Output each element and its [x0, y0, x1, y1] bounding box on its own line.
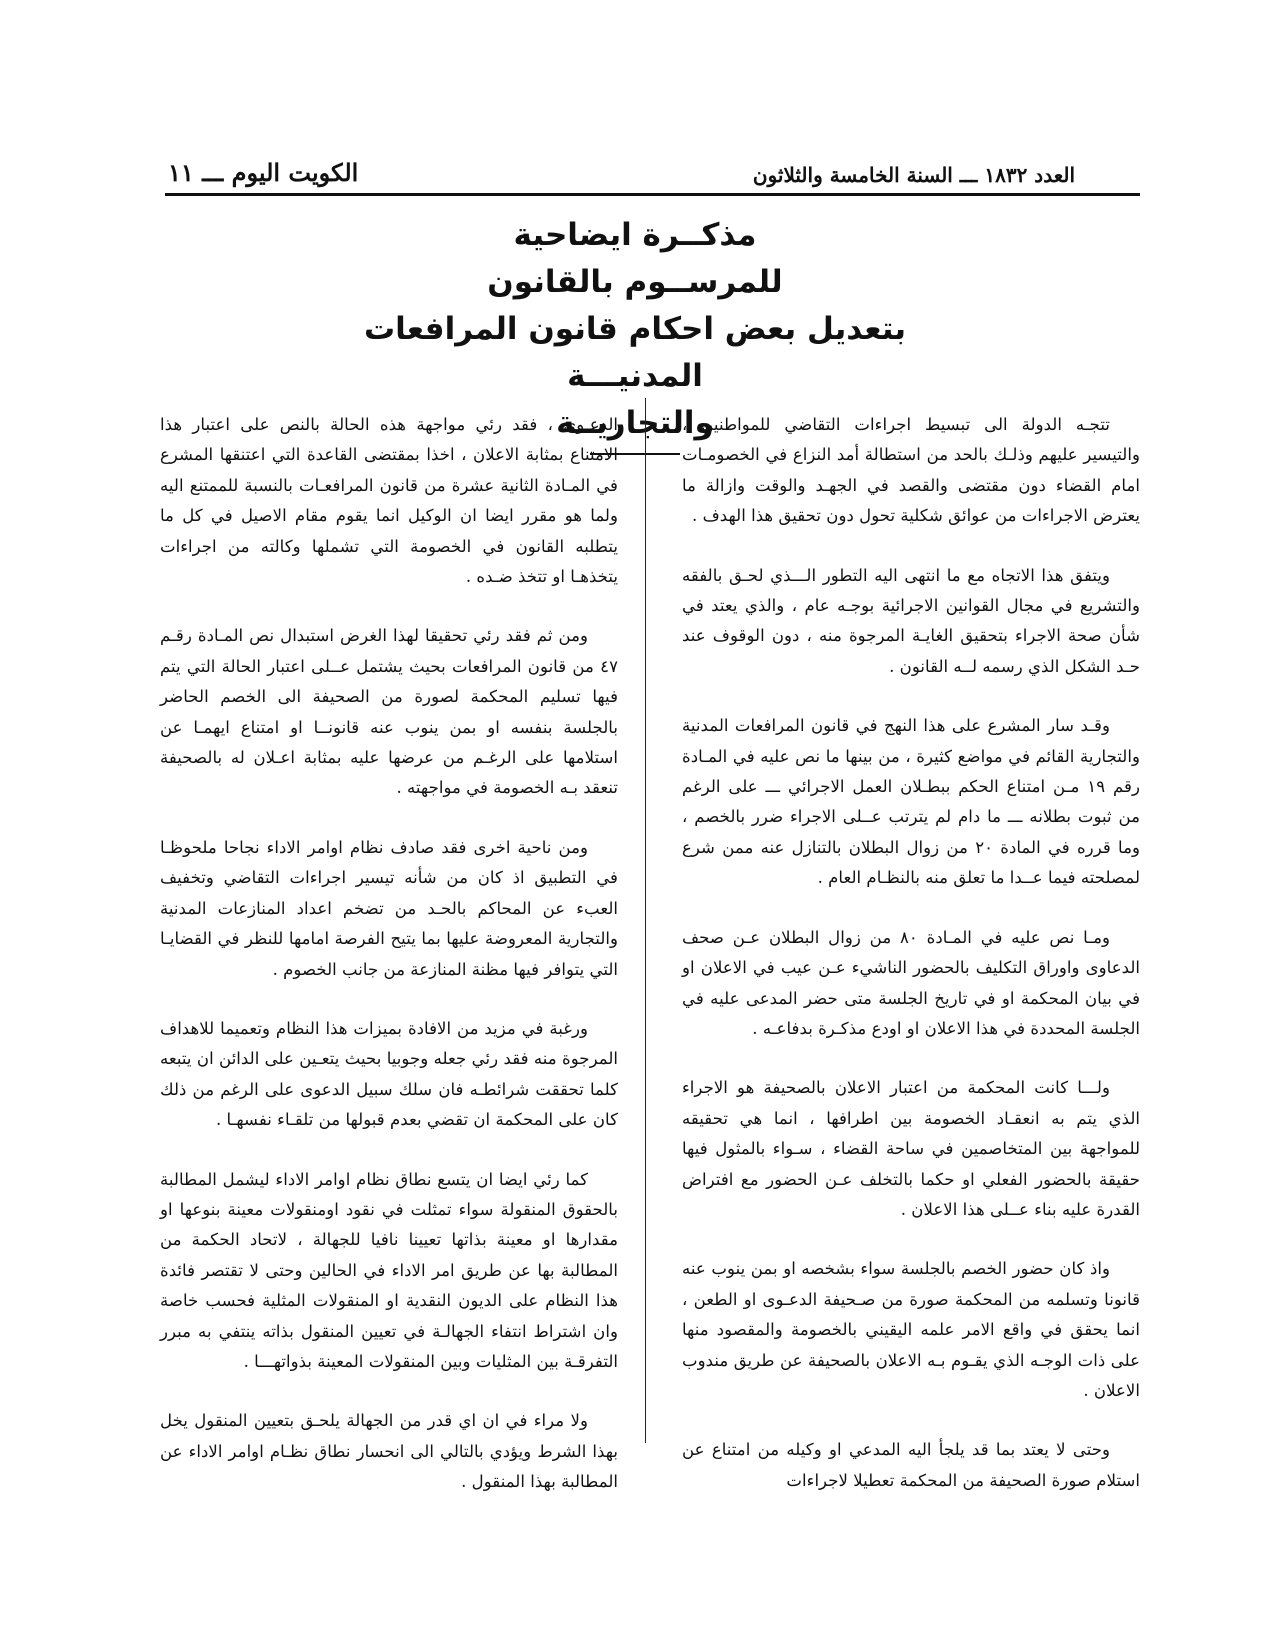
paragraph: كما رئي ايضا ان يتسع نطاق نظام اوامر الاداء ليشمل المطالبة بالحقوق المنقولة سواء تمثلت في نقود اومنقولات معينة بنوعها او مقدارها او معينة بذاتها تعيينا نافيا للجهالة ، لاتحاد الحكمة من المطالبة بها عن طريق امر الاداء في الحالين وحتى لا تقتصر فائدة هذا النظام على الديون النقدية او المنقولات المثلية فحسب خاصة وان اشتراط انتفاء الجهالـة في تعيين المنقول بذاته ينتفي به مبرر التفرقـة بين المثليات وبين المنقولات المعينة بذواتهـــا . [160, 1169, 618, 1371]
title-line-4: والتجاريــة [556, 405, 714, 441]
paragraph: الدعـوى ، فقد رئي مواجهة هذه الحالة بالنص على اعتبار هذا الامتناع بمثابة الاعلان ، اخذا بمقتضى القاعدة التي اعتنقها المشرع في المـادة الثانية عشرة من قانون المرافعـات بالنسبة للممتنع اليه ولما هو مقرر ايضا ان الوكيل انما يقوم مقام الاصيل في كل ما يتطلبه القانون في الخصومة التي تشملها وكالته من اجراءات يتخذهـا او تتخذ ضـده . [160, 415, 618, 587]
title-line-1: مذكــرة ايضاحية [513, 217, 757, 253]
left-column [160, 410, 618, 1498]
page-header-issue: العدد ١٨٣٢ ـــ السنة الخامسة والثلاثون [752, 163, 1075, 187]
paragraph: ومـا نص عليه في المـادة ٨٠ من زوال البطلان عـن صحف الدعاوى واوراق التكليف بالحضور الناشيء عـن عيب في الاعلان او في بيان المحكمة او في تاريخ الجلسة متى حضر المدعى عليه في الجلسة المحددة في هذا الاعلان او اودع مذكـرة بدفاعـه . [682, 927, 1140, 1038]
right-column [682, 410, 1140, 1496]
paragraph: ويتفق هذا الاتجاه مع ما انتهى اليه التطور الـــذي لحـق بالفقه والتشريع في مجال القوانين الاجرائية بوجـه عام ، والذي يعتد في شأن صحة الاجراء بتحقيق الغايـة المرجوة منه ، دون الوقوف عند حـد الشكل الذي رسمه لــه القانون . [682, 565, 1140, 676]
title-line-2: للمرســوم بالقانون [487, 264, 783, 300]
paragraph: ولا مراء في ان اي قدر من الجهالة يلحـق بتعيين المنقول يخل بهذا الشرط ويؤدي بالتالي الى انحسار نطاق نظـام اوامر الاداء عن المطالبة بهذا المنقول . [160, 1411, 618, 1492]
paragraph: ومن ثم فقد رئي تحقيقا لهذا الغرض استبدال نص المـادة رقـم ٤٧ من قانون المرافعات بحيث يشتمل عــلى اعتبار الحالة التي يتم فيها تسليم المحكمة لصورة من الصحيفة الى الخصم الحاضر بالجلسة بنفسه او بمن ينوب عنه قانونــا او امتناع ايهمـا عن استلامها على الرغـم من عرضها عليه بمثابة اعـلان له بالصحيفة تنعقد بـه الخصومة في مواجهته . [160, 626, 618, 798]
paragraph: ومن ناحية اخرى فقد صادف نظام اوامر الاداء نجاحا ملحوظـا في التطبيق اذ كان من شأنه تيسير اجراءات التقاضي وتخفيف العبء عن المحاكم بالحـد من تضخم اعداد المنازعات المدنية والتجارية المعروضة عليها بما يتيح الفرصة امامها للنظر في القضايـا التي يتوافر فيها مظنة المنازعة من جانب الخصوم . [160, 837, 618, 979]
title-line-3: بتعديل بعض احكام قانون المرافعات المدنيـــة [364, 311, 906, 394]
page-header-publication: الكويت اليوم ـــ ١١ [168, 158, 359, 187]
paragraph: واذ كان حضور الخصم بالجلسة سواء بشخصه او بمن ينوب عنه قانونا وتسلمه من المحكمة صورة من صـحيفة الدعـوى او الطعن ، انما يحقق في واقع الامر علمه اليقيني بالخصومة والمقصود منها على ذات الوجـه الذي يقـوم بـه الاعلان بالصحيفة عن طريق مندوب الاعلان . [682, 1259, 1140, 1400]
paragraph: تتجـه الدولة الى تبسيط اجراءات التقاضي للمواطنين ، والتيسير عليهم وذلـك بالحد من استطالة أمد النزاع في الخصومـات امام القضاء دون مقتضى والقصد في الجهـد والوقت وازالة ما يعترض الاجراءات من عوائق شكلية تحول دون تحقيق هذا الهدف . [682, 415, 1140, 526]
paragraph: وحتى لا يعتد بما قد يلجأ اليه المدعي او وكيله من امتناع عن استلام صورة الصحيفة من المحكمة تعطيلا لاجراءات [682, 1440, 1140, 1490]
paragraph: ولـــا كانت المحكمة من اعتبار الاعلان بالصحيفة هو الاجراء الذي يتم به انعقـاد الخصومة بين اطرافها ، انما هي تحقيقه للمواجهة بين المتخاصمين في ساحة القضاء ، سـواء بالمثول فيها حقيقة بالحضور الفعلي او حكما بالتخلف عـن الحضور مع افتراض القدرة عليه بناء عــلى هذا الاعلان . [682, 1078, 1140, 1219]
header-rule [165, 193, 1140, 196]
paragraph: وقـد سار المشرع على هذا النهج في قانون المرافعات المدنية والتجارية القائم في مواضع كثيرة ، من بينها ما نص عليه في المـادة رقم ١٩ مـن امتناع الحكم ببطـلان العمل الاجرائي ـــ على الرغم من ثبوت بطلانه ـــ ما دام لم يترتب عــلى الاجراء ضرر بالخصم ، وما قرره في المادة ٢٠ من زوال البطلان بالتنازل عنه ممن شرع لمصلحته فيما عــدا ما تعلق منه بالنظـام العام . [682, 716, 1141, 888]
column-divider [645, 398, 646, 1443]
paragraph: ورغبة في مزيد من الافادة بميزات هذا النظام وتعميما للاهداف المرجوة منه فقد رئي جعله وجوبيا بحيث يتعـين على الدائن ان يتبعه كلما تحققت شرائطـه فان سلك سبيل الدعوى على الرغم من ذلك كان على المحكمة ان تقضي بعدم قبولها من تلقـاء نفسهـا . [160, 1018, 618, 1130]
